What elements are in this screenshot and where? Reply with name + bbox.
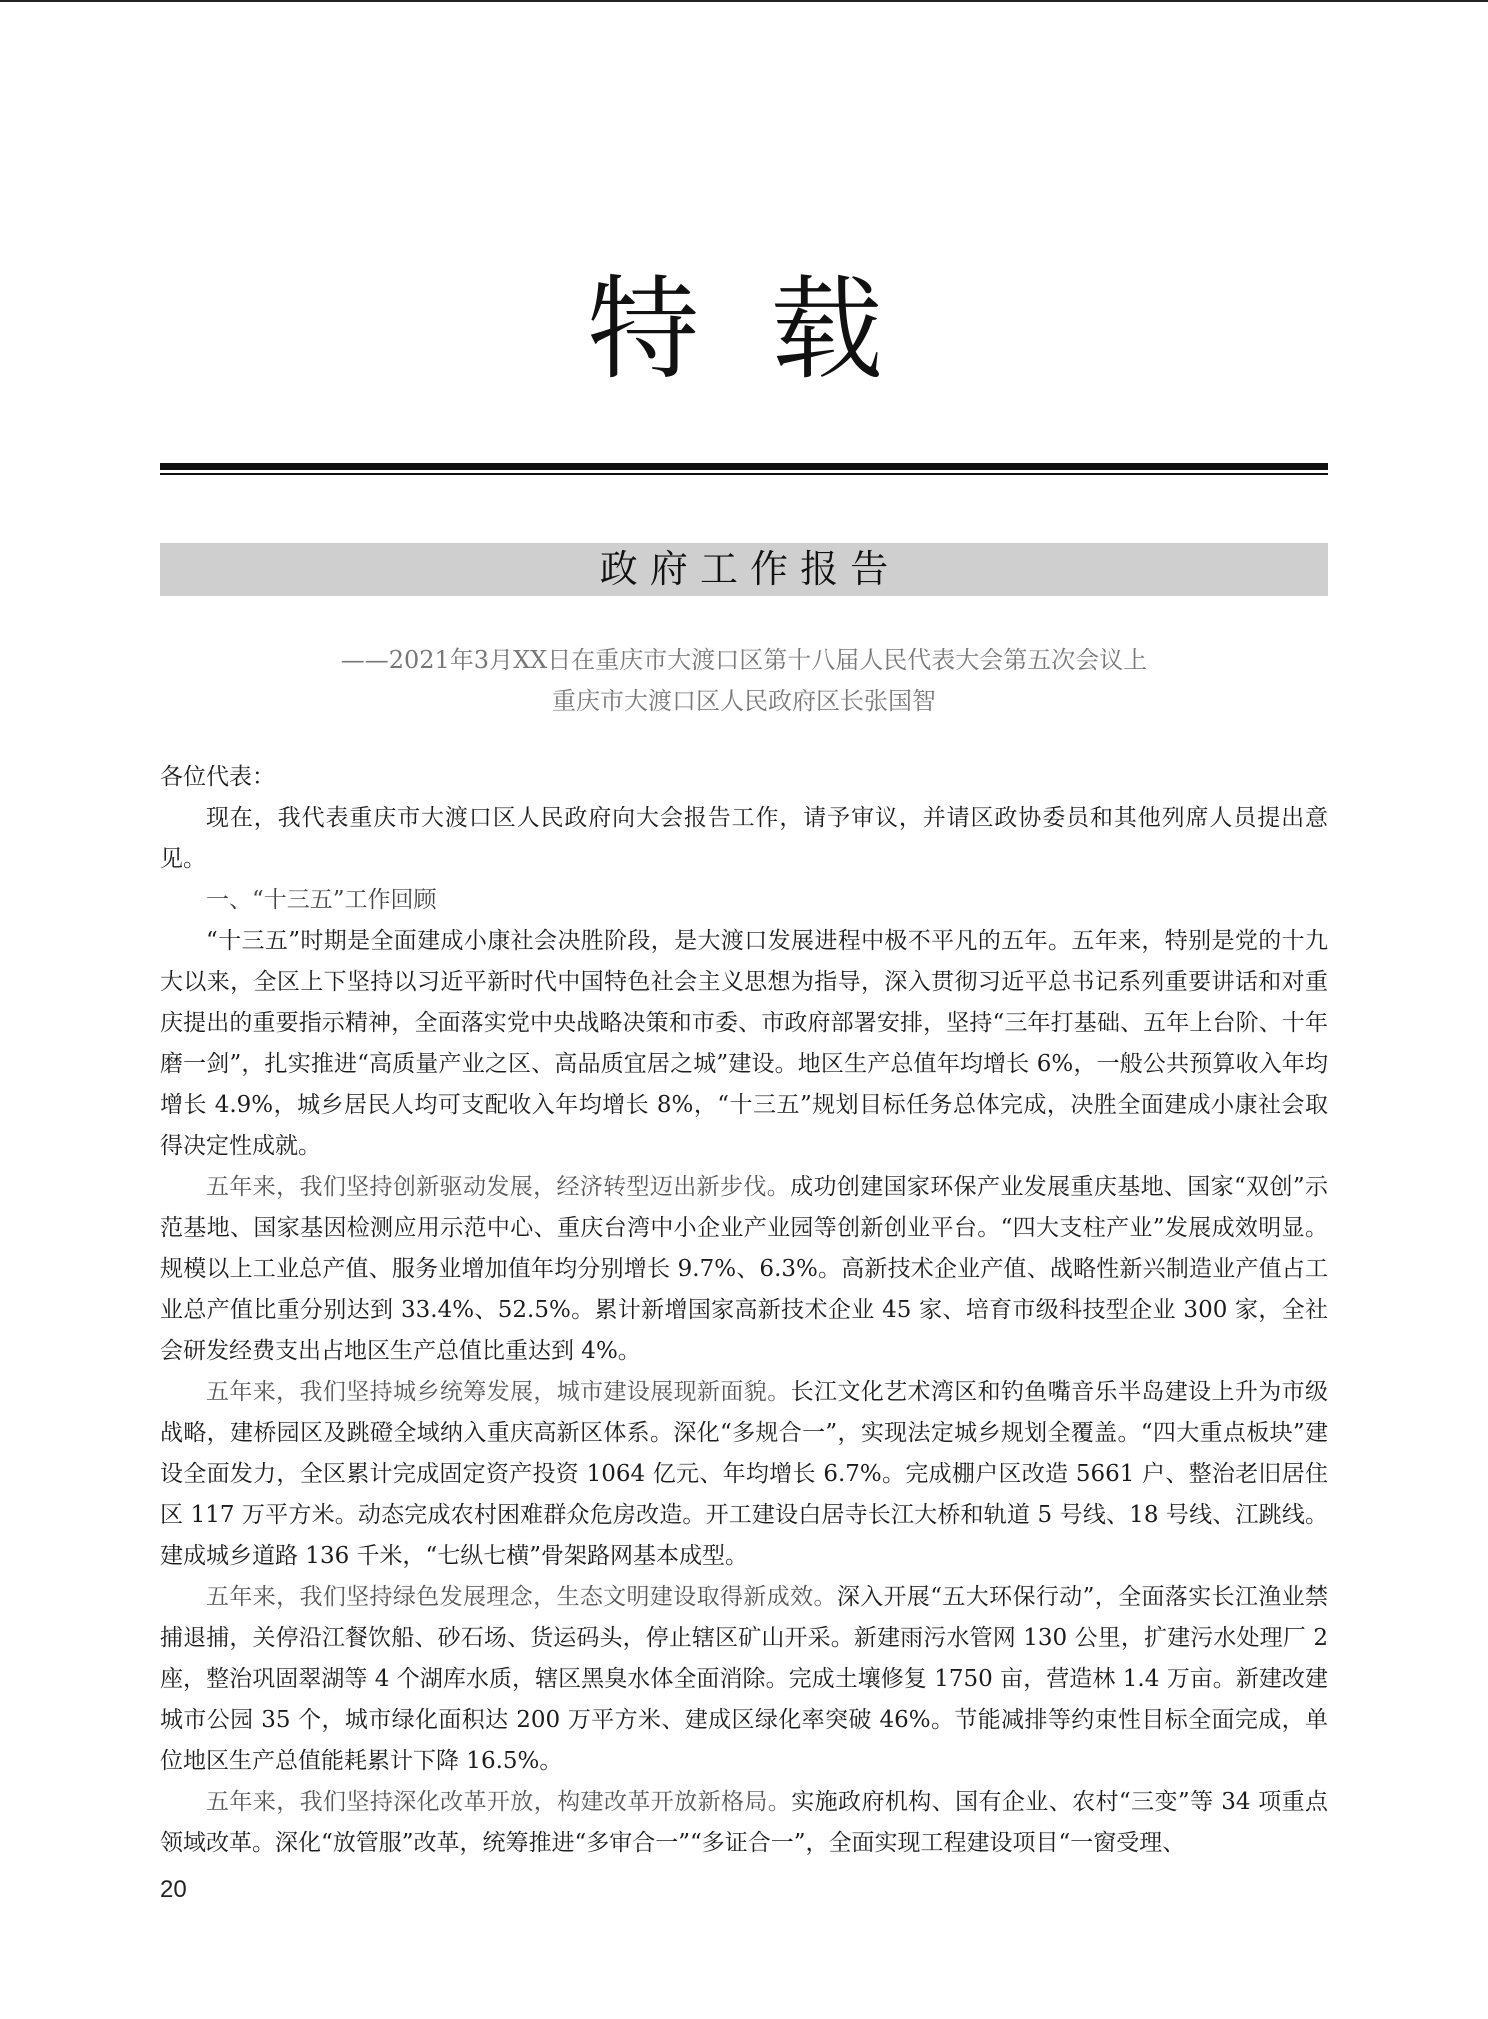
page-number: 20 [160, 1876, 187, 1903]
paragraph-ecology-text: 深入开展“五大环保行动”，全面落实长江渔业禁捕退捕，关停沿江餐饮船、砂石场、货运码头，停止辖区矿山开采。新建雨污水管网 130 公里，扩建污水处理厂 2 座，整治巩固翠湖等 4 个湖库水质，辖区黑臭水体全面消除。完成土壤修复 1750 亩，营造林 1.4 万亩。新建改建城市公园 35 个，城市绿化面积达 200 万平方米、建成区绿化率突破 46%。节能减排等约束性目标全面完成，单位地区生产总值能耗累计下降 16.5%。 [160, 1584, 1328, 1774]
paragraph-reform [160, 1782, 1328, 1864]
paragraph-reform-text: 实施政府机构、国有企业、农村“三变”等 34 项重点领域改革。深化“放管服”改革，统筹推进“多审合一”“多证合一”，全面实现工程建设项目“一窗受理、 [160, 1789, 1329, 1856]
thick-rule [160, 463, 1328, 470]
subtitle-line-2: 重庆市大渡口区人民政府区长张国智 [552, 687, 936, 715]
subtitle-line-1: ——2021年3月XX日在重庆市大渡口区第十八届人民代表大会第五次会议上 [340, 646, 1148, 674]
paragraph-reform-lead: 五年来，我们坚持深化改革开放，构建改革开放新格局。 [206, 1789, 792, 1815]
paragraph-urban-lead: 五年来，我们坚持城乡统筹发展，城市建设展现新面貌。 [206, 1379, 791, 1405]
paragraph-urban-text: 长江文化艺术湾区和钓鱼嘴音乐半岛建设上升为市级战略，建桥园区及跳磴全域纳入重庆高新区体系。深化“多规合一”，实现法定城乡规划全覆盖。“四大重点板块”建设全面发力，全区累计完成固定资产投资 1064 亿元、年均增长 6.7%。完成棚户区改造 5661 户、整治老旧居住区 117 万平方米。动态完成农村困难群众危房改造。开工建设白居寺长江大桥和轨道 5 号线、18 号线、江跳线。建成城乡道路 136 千米，“七纵七横”骨架路网基本成型。 [160, 1379, 1329, 1569]
thin-rule [160, 473, 1328, 475]
double-rule-divider [160, 463, 1328, 475]
section-heading: 政 府 工 作 报 告 [599, 547, 889, 591]
paragraph-ecology-lead: 五年来，我们坚持绿色发展理念，生态文明建设取得新成效。 [206, 1584, 837, 1610]
paragraph-innovation-lead: 五年来，我们坚持创新驱动发展，经济转型迈出新步伐。 [206, 1174, 791, 1200]
salutation: 各位代表： [160, 764, 275, 790]
section-label: 一、“十三五”工作回顾 [206, 887, 437, 913]
report-body [160, 757, 1328, 1864]
chapter-title: 特 载 [587, 265, 901, 395]
intro-paragraph: 现在，我代表重庆市大渡口区人民政府向大会报告工作，请予审议，并请区政协委员和其他列席人员提出意见。 [160, 805, 1328, 872]
paragraph-overview: “十三五”时期是全面建成小康社会决胜阶段，是大渡口发展进程中极不平凡的五年。五年来，特别是党的十九大以来，全区上下坚持以习近平新时代中国特色社会主义思想为指导，深入贯彻习近平总书记系列重要讲话和对重庆提出的重要指示精神，全面落实党中央战略决策和市委、市政府部署安排，坚持“三年打基础、五年上台阶、十年磨一剑”，扎实推进“高质量产业之区、高品质宜居之城”建设。地区生产总值年均增长 6%，一般公共预算收入年均增长 4.9%，城乡居民人均可支配收入年均增长 8%，“十三五”规划目标任务总体完成，决胜全面建成小康社会取得决定性成就。 [160, 928, 1328, 1159]
paragraph-innovation-text: 成功创建国家环保产业发展重庆基地、国家“双创”示范基地、国家基因检测应用示范中心、重庆台湾中小企业产业园等创新创业平台。“四大支柱产业”发展成效明显。规模以上工业总产值、服务业增加值年均分别增长 9.7%、6.3%。高新技术企业产值、战略性新兴制造业产值占工业总产值比重分别达到 33.4%、52.5%。累计新增国家高新技术企业 45 家、培育市级科技型企业 300 家，全社会研发经费支出占地区生产总值比重达到 4%。 [160, 1174, 1328, 1364]
section-heading-band [160, 543, 1328, 596]
paragraph-urban [160, 1372, 1328, 1577]
paragraph-ecology [160, 1577, 1328, 1782]
paragraph-innovation [160, 1167, 1328, 1372]
top-border [0, 0, 1488, 2]
